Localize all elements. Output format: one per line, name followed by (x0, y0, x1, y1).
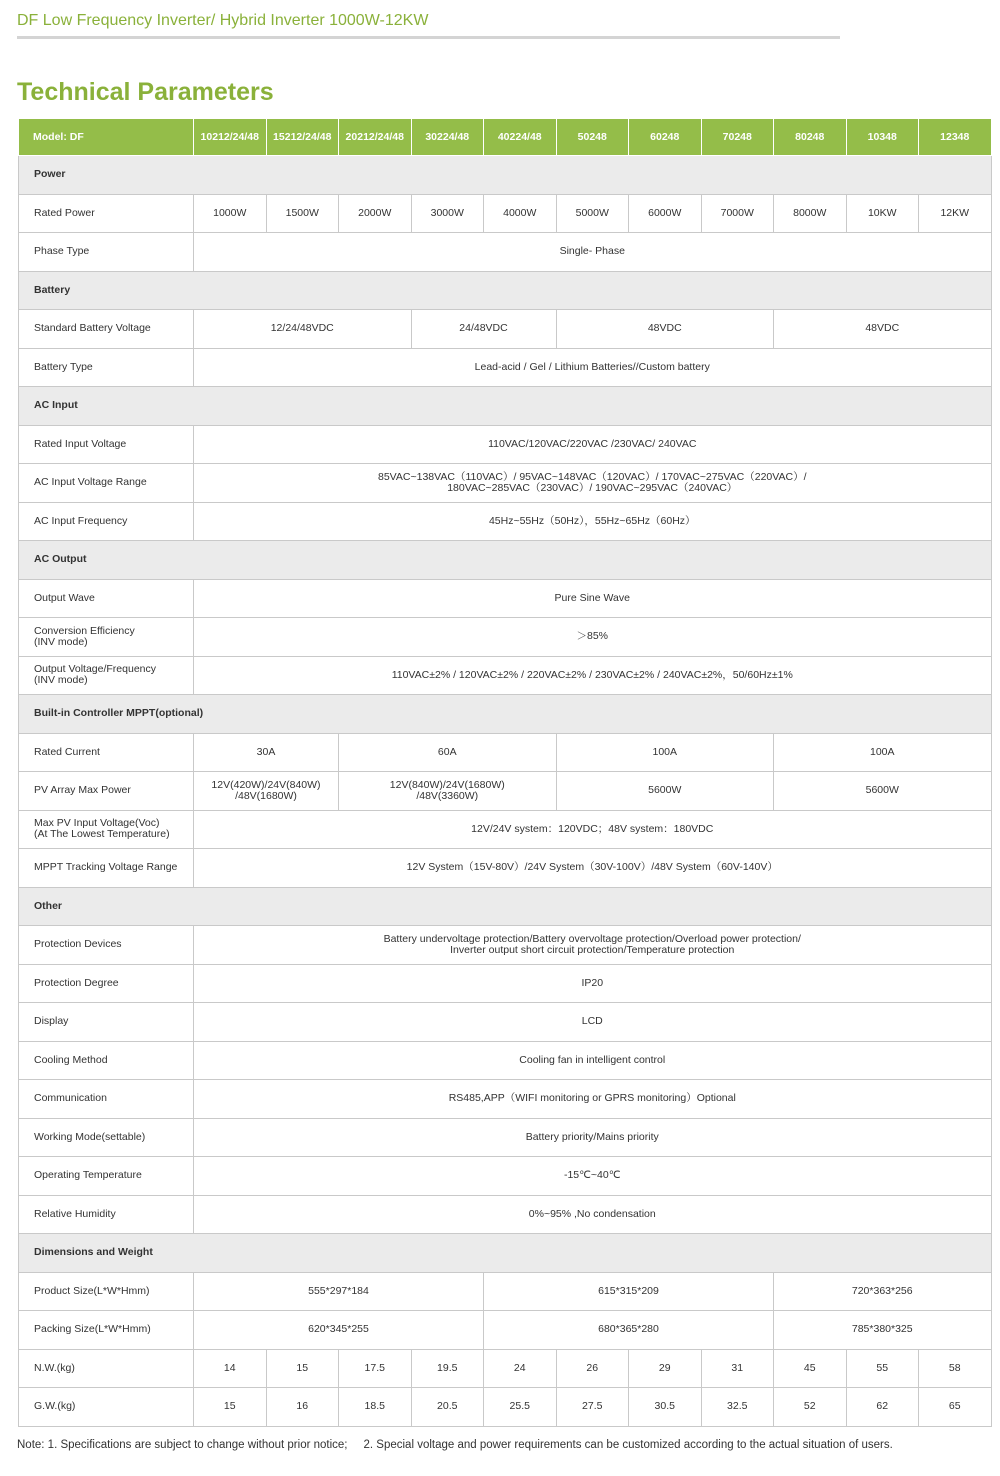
category-title: Power (19, 156, 992, 195)
table-cell: 4000W (484, 194, 557, 233)
model-cell: 20212/24/48 (339, 119, 412, 156)
category-title: AC Input (19, 387, 992, 426)
table-cell: 55 (846, 1349, 919, 1388)
category-row-ac-output (19, 541, 992, 580)
table-row (19, 425, 992, 464)
model-cell: 60248 (629, 119, 702, 156)
table-cell: 19.5 (411, 1349, 484, 1388)
table-cell: 25.5 (484, 1388, 557, 1427)
row-label: AC Input Frequency (19, 502, 194, 541)
table-cell: 18.5 (339, 1388, 412, 1427)
footnote-2: 2. Special voltage and power requirements can be customized according to the actual situation of users. (363, 1439, 893, 1451)
table-cell: 615*315*209 (484, 1272, 774, 1311)
table-cell: 16 (266, 1388, 339, 1427)
row-label: PV Array Max Power (19, 772, 194, 811)
table-cell: 48VDC (556, 310, 774, 349)
model-cell: 40224/48 (484, 119, 557, 156)
table-cell: 12V/24V system：120VDC；48V system：180VDC (194, 810, 992, 849)
section-title: Technical Parameters (17, 78, 274, 106)
table-row (19, 194, 992, 233)
category-row-battery (19, 271, 992, 310)
table-header-row (19, 119, 992, 156)
model-cell: 70248 (701, 119, 774, 156)
row-label: Rated Input Voltage (19, 425, 194, 464)
category-row-ac-input (19, 387, 992, 426)
table-cell: 15 (266, 1349, 339, 1388)
table-row (19, 618, 992, 657)
table-row (19, 964, 992, 1003)
row-label: AC Input Voltage Range (19, 464, 194, 503)
row-label: Communication (19, 1080, 194, 1119)
table-row (19, 1388, 992, 1427)
table-row (19, 1157, 992, 1196)
table-cell: Battery priority/Mains priority (194, 1118, 992, 1157)
category-row-power (19, 156, 992, 195)
table-cell: 12/24/48VDC (194, 310, 412, 349)
table-row (19, 1003, 992, 1042)
table-cell: 3000W (411, 194, 484, 233)
model-cell: 12348 (919, 119, 992, 156)
table-row (19, 1311, 992, 1350)
row-label: Rated Current (19, 733, 194, 772)
row-label: Conversion Efficiency (INV mode) (19, 618, 194, 657)
row-label: MPPT Tracking Voltage Range (19, 849, 194, 888)
table-cell: 15 (194, 1388, 267, 1427)
table-row (19, 772, 992, 811)
table-cell: 48VDC (774, 310, 992, 349)
row-label: Max PV Input Voltage(Voc) (At The Lowest Temperature) (19, 810, 194, 849)
category-title: Dimensions and Weight (19, 1234, 992, 1273)
row-label: Packing Size(L*W*Hmm) (19, 1311, 194, 1350)
table-row (19, 310, 992, 349)
table-cell: 8000W (774, 194, 847, 233)
row-label: Operating Temperature (19, 1157, 194, 1196)
table-cell: 65 (919, 1388, 992, 1427)
table-cell: 52 (774, 1388, 847, 1427)
table-row (19, 810, 992, 849)
model-cell: 10348 (846, 119, 919, 156)
model-cell: 10212/24/48 (194, 119, 267, 156)
table-cell: 14 (194, 1349, 267, 1388)
row-label: Protection Degree (19, 964, 194, 1003)
table-cell: 12V(420W)/24V(840W) /48V(1680W) (194, 772, 339, 811)
table-row (19, 1041, 992, 1080)
table-cell: 785*380*325 (774, 1311, 992, 1350)
title-divider (17, 36, 840, 39)
table-cell: 555*297*184 (194, 1272, 484, 1311)
table-cell: 6000W (629, 194, 702, 233)
footnote-1: Note: 1. Specifications are subject to change without prior notice; (17, 1439, 348, 1451)
row-label: Phase Type (19, 233, 194, 272)
row-label: Rated Power (19, 194, 194, 233)
model-label: Model: DF (19, 119, 194, 156)
table-cell: 0%~95% ,No condensation (194, 1195, 992, 1234)
table-row (19, 464, 992, 503)
table-cell: 620*345*255 (194, 1311, 484, 1350)
table-cell: Battery undervoltage protection/Battery overvoltage protection/Overload power protection/ Inverter output short circuit protection/Temperature protection (194, 926, 992, 965)
model-cell: 50248 (556, 119, 629, 156)
product-title: DF Low Frequency Inverter/ Hybrid Inverter 1000W-12KW (17, 12, 429, 29)
table-cell: 1000W (194, 194, 267, 233)
table-cell: 24/48VDC (411, 310, 556, 349)
table-cell: 30.5 (629, 1388, 702, 1427)
table-cell: 29 (629, 1349, 702, 1388)
row-label: N.W.(kg) (19, 1349, 194, 1388)
table-cell: RS485,APP（WIFI monitoring or GPRS monitoring）Optional (194, 1080, 992, 1119)
spec-table (18, 118, 992, 1427)
model-cell: 15212/24/48 (266, 119, 339, 156)
table-cell: ＞85% (194, 618, 992, 657)
table-row (19, 1118, 992, 1157)
table-cell: 12KW (919, 194, 992, 233)
table-cell: 26 (556, 1349, 629, 1388)
model-cell: 80248 (774, 119, 847, 156)
table-row (19, 233, 992, 272)
table-row (19, 348, 992, 387)
table-cell: 58 (919, 1349, 992, 1388)
table-cell: LCD (194, 1003, 992, 1042)
table-cell: 12V(840W)/24V(1680W) /48V(3360W) (339, 772, 557, 811)
category-row-dimensions (19, 1234, 992, 1273)
category-title: AC Output (19, 541, 992, 580)
table-row (19, 579, 992, 618)
table-cell: 680*365*280 (484, 1311, 774, 1350)
table-row (19, 849, 992, 888)
table-row (19, 1195, 992, 1234)
table-cell: 32.5 (701, 1388, 774, 1427)
table-cell: Lead-acid / Gel / Lithium Batteries//Custom battery (194, 348, 992, 387)
table-cell: 85VAC~138VAC（110VAC）/ 95VAC~148VAC（120VAC）/ 170VAC~275VAC（220VAC）/ 180VAC~285VAC（230VAC）/ 190VAC~295VAC（240VAC） (194, 464, 992, 503)
table-row (19, 502, 992, 541)
table-row (19, 656, 992, 695)
row-label: Standard Battery Voltage (19, 310, 194, 349)
table-cell: Single- Phase (194, 233, 992, 272)
table-row (19, 1349, 992, 1388)
row-label: Relative Humidity (19, 1195, 194, 1234)
table-cell: 17.5 (339, 1349, 412, 1388)
row-label: Cooling Method (19, 1041, 194, 1080)
row-label: Product Size(L*W*Hmm) (19, 1272, 194, 1311)
table-row (19, 733, 992, 772)
table-cell: 110VAC/120VAC/220VAC /230VAC/ 240VAC (194, 425, 992, 464)
category-title: Battery (19, 271, 992, 310)
table-cell: 27.5 (556, 1388, 629, 1427)
row-label: Protection Devices (19, 926, 194, 965)
table-cell: 30A (194, 733, 339, 772)
table-row (19, 1272, 992, 1311)
table-cell: 2000W (339, 194, 412, 233)
row-label: G.W.(kg) (19, 1388, 194, 1427)
table-cell: Cooling fan in intelligent control (194, 1041, 992, 1080)
table-cell: 31 (701, 1349, 774, 1388)
table-cell: 7000W (701, 194, 774, 233)
table-cell: 100A (556, 733, 774, 772)
table-cell: Pure Sine Wave (194, 579, 992, 618)
table-cell: 45Hz~55Hz（50Hz），55Hz~65Hz（60Hz） (194, 502, 992, 541)
table-cell: 110VAC±2% / 120VAC±2% / 220VAC±2% / 230VAC±2% / 240VAC±2%，50/60Hz±1% (194, 656, 992, 695)
table-cell: 5000W (556, 194, 629, 233)
table-cell: -15℃~40℃ (194, 1157, 992, 1196)
row-label: Output Wave (19, 579, 194, 618)
table-cell: 100A (774, 733, 992, 772)
category-row-mppt (19, 695, 992, 734)
table-cell: 5600W (774, 772, 992, 811)
table-cell: 1500W (266, 194, 339, 233)
category-title: Built-in Controller MPPT(optional) (19, 695, 992, 734)
table-cell: 60A (339, 733, 557, 772)
table-row (19, 1080, 992, 1119)
footnote (17, 1439, 893, 1451)
table-cell: 62 (846, 1388, 919, 1427)
table-cell: IP20 (194, 964, 992, 1003)
row-label: Battery Type (19, 348, 194, 387)
table-cell: 45 (774, 1349, 847, 1388)
category-title: Other (19, 887, 992, 926)
model-cell: 30224/48 (411, 119, 484, 156)
row-label: Working Mode(settable) (19, 1118, 194, 1157)
category-row-other (19, 887, 992, 926)
table-cell: 20.5 (411, 1388, 484, 1427)
row-label: Display (19, 1003, 194, 1042)
row-label: Output Voltage/Frequency (INV mode) (19, 656, 194, 695)
table-cell: 12V System（15V-80V）/24V System（30V-100V）/48V System（60V-140V） (194, 849, 992, 888)
table-cell: 10KW (846, 194, 919, 233)
table-row (19, 926, 992, 965)
table-cell: 24 (484, 1349, 557, 1388)
table-cell: 720*363*256 (774, 1272, 992, 1311)
table-cell: 5600W (556, 772, 774, 811)
